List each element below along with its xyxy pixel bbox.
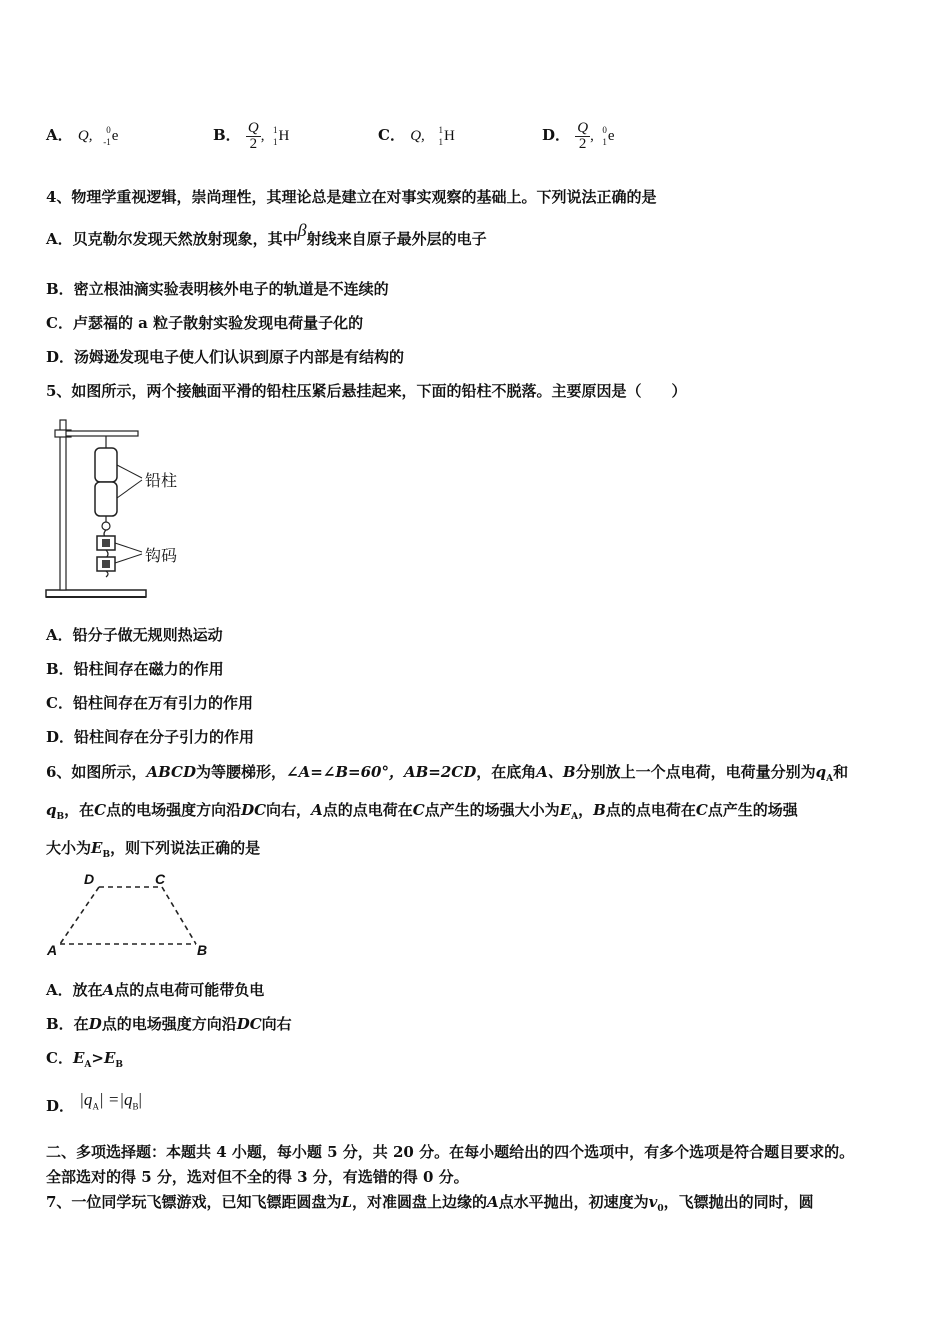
atomic-number: 1 [602, 137, 607, 147]
text: ，在 [64, 801, 95, 819]
option-letter: A． [46, 126, 73, 144]
text: 点的点电荷在 [605, 801, 696, 819]
q4-option-a[interactable] [46, 220, 487, 249]
expr-mid: | =|q [98, 1090, 133, 1109]
italic-term: ABCD [146, 763, 196, 781]
italic-term: D [88, 1015, 102, 1033]
text: 点产生的场强大小为 [424, 801, 560, 819]
option-letter: C． [378, 126, 405, 144]
q5-option-b[interactable]: B．铅柱间存在磁力的作用 [46, 660, 224, 678]
nuclide-notation [430, 125, 444, 147]
q5-option-c[interactable]: C．铅柱间存在万有引力的作用 [46, 694, 253, 712]
subscript: A [92, 1101, 99, 1112]
particle-symbol: H [444, 128, 455, 144]
subscript: B [56, 812, 65, 822]
text: 点的点电荷可能带负电 [114, 981, 265, 999]
vertex-label-b: B [197, 942, 208, 958]
q6-option-b[interactable] [46, 1013, 292, 1034]
italic-term: C [412, 801, 425, 819]
text: 为等腰梯形， [196, 763, 287, 781]
q6-stem-line2 [46, 799, 798, 822]
subscript: A [84, 1060, 92, 1070]
italic-term: A [311, 801, 323, 819]
q3-option-c[interactable] [378, 124, 455, 147]
text: ，则下列说法正确的是 [110, 839, 261, 857]
italic-term: B [593, 801, 606, 819]
atomic-number: 1 [438, 137, 444, 147]
italic-term: A [102, 981, 115, 999]
q5-option-d[interactable]: D．铅柱间存在分子引力的作用 [46, 728, 255, 746]
italic-term: A、B [536, 763, 576, 781]
velocity-symbol: v [648, 1193, 658, 1211]
section2-heading-line1: 二、多项选择题：本题共 4 小题，每小题 5 分，共 20 分。在每小题给出的四个选项中，有多个选项是符合题目要求的。 [46, 1143, 855, 1161]
denominator: 2 [578, 135, 587, 152]
text: 点的电场强度方向沿 [106, 801, 242, 819]
q5-option-a[interactable]: A．铅分子做无规则热运动 [46, 626, 223, 644]
option-a-prefix: A．贝克勒尔发现天然放射现象，其中 [46, 230, 298, 248]
text: 点的电场强度方向沿 [101, 1015, 237, 1033]
expr-left: |q [79, 1090, 93, 1109]
text: A．放在 [46, 981, 103, 999]
mass-number: 1 [438, 125, 444, 135]
numerator: Q [577, 119, 589, 136]
italic-term: DC [241, 801, 267, 819]
text: 向右 [261, 1015, 292, 1033]
option-symbol: Q, [77, 128, 93, 144]
text: ，在底角 [476, 763, 537, 781]
q6-stem-line1 [46, 761, 848, 784]
text: 大小为 [46, 839, 92, 857]
nuclide-notation [98, 125, 112, 147]
text: D． [46, 1097, 75, 1115]
subscript: B [132, 1101, 139, 1112]
field-symbol: E [72, 1049, 85, 1067]
vertex-label-c: C [155, 871, 166, 887]
atomic-number: -1 [103, 137, 111, 147]
nuclide-notation [265, 125, 279, 147]
italic-term: C [695, 801, 708, 819]
option-symbol: Q, [410, 128, 425, 144]
fraction [575, 121, 590, 152]
vertex-label-d: D [84, 871, 95, 887]
charge-symbol: q [46, 801, 57, 819]
q3-option-b[interactable]: B． $\frac{Q}{2}$ , 1 1 H [213, 104, 289, 152]
angle-expression: ∠A=∠B=60°，AB=2CD [286, 763, 477, 781]
text: 向右， [266, 801, 312, 819]
fraction [246, 121, 261, 152]
text: 7、一位同学玩飞镖游戏，已知飞镖距圆盘为 [46, 1193, 342, 1211]
q6-stem-line3 [46, 837, 260, 860]
particle-symbol: H [278, 128, 290, 144]
text: C． [46, 1049, 73, 1067]
italic-term: C [94, 801, 107, 819]
particle-symbol: e [111, 128, 119, 144]
q6-option-a[interactable] [46, 979, 264, 1000]
vertex-label-a: A [47, 942, 58, 958]
q5-stem: 5、如图所示，两个接触面平滑的铅柱压紧后悬挂起来，下面的铅柱不脱落。主要原因是（ ） [46, 382, 687, 400]
field-symbol: E [559, 801, 572, 819]
nuclide-notation [594, 125, 608, 147]
text: 点水平抛出，初速度为 [498, 1193, 649, 1211]
subscript: B [102, 850, 111, 860]
subscript: B [115, 1060, 123, 1070]
subscript: 0 [657, 1204, 664, 1214]
beta-symbol: β [297, 220, 307, 240]
option-a-suffix: 射线来自原子最外层的电子 [306, 230, 487, 248]
section2-heading-line2: 全部选对的得 5 分，选对但不全的得 3 分，有选错的得 0 分。 [46, 1168, 469, 1186]
q3-option-d[interactable]: D． $\frac{Q}{2}$ , 0 1 e [542, 104, 615, 152]
text: 和 [833, 763, 849, 781]
text: ，飞镖抛出的同时，圆 [663, 1193, 814, 1211]
text: B．在 [46, 1015, 89, 1033]
text: 点的点电荷在 [322, 801, 413, 819]
label-lead-cylinder: 铅柱 [145, 471, 178, 490]
mass-number: 0 [106, 125, 111, 135]
denominator: 2 [249, 135, 258, 152]
field-symbol: E [91, 839, 103, 857]
q4-stem: 4、物理学重视逻辑，崇尚理性，其理论总是建立在对事实观察的基础上。下列说法正确的是 [46, 188, 657, 206]
atomic-number: 1 [273, 137, 278, 147]
numerator: Q [247, 119, 259, 136]
text: 分别放上一个点电荷，电荷量分别为 [575, 763, 816, 781]
particle-symbol: e [607, 128, 615, 144]
option-letter: B． [213, 126, 241, 144]
subscript: A [571, 812, 579, 822]
charge-symbol: q [815, 763, 827, 781]
mass-number: 0 [602, 125, 607, 135]
q4-option-b[interactable]: B．密立根油滴实验表明核外电子的轨道是不连续的 [46, 280, 389, 298]
q6-option-c[interactable] [46, 1047, 123, 1070]
q3-option-a[interactable] [46, 124, 118, 147]
text: ， [578, 801, 594, 819]
lead-cylinder-figure [40, 412, 200, 602]
text: ，对准圆盘上边缘的 [352, 1193, 488, 1211]
lead-cylinder-diagram [40, 412, 200, 602]
italic-term: L [341, 1193, 352, 1211]
abs-charge-expression [79, 1090, 142, 1112]
option-letter: D． [542, 126, 571, 144]
text: 点产生的场强 [707, 801, 798, 819]
text: 6、如图所示， [46, 763, 147, 781]
italic-term: DC [236, 1015, 262, 1033]
label-hook-weight: 钩码 [145, 546, 178, 565]
subscript: A [826, 774, 834, 784]
mass-number: 1 [273, 125, 278, 135]
comparison-operator: > [91, 1049, 104, 1067]
field-symbol: E [103, 1049, 116, 1067]
italic-term: A [487, 1193, 499, 1211]
q4-option-c[interactable]: C．卢瑟福的 a 粒子散射实验发现电荷量子化的 [46, 314, 364, 332]
q4-option-d[interactable]: D．汤姆逊发现电子使人们认识到原子内部是有结构的 [46, 348, 405, 366]
expr-right: | [138, 1090, 142, 1109]
q6-option-d[interactable] [46, 1087, 142, 1117]
q7-stem [46, 1191, 814, 1214]
